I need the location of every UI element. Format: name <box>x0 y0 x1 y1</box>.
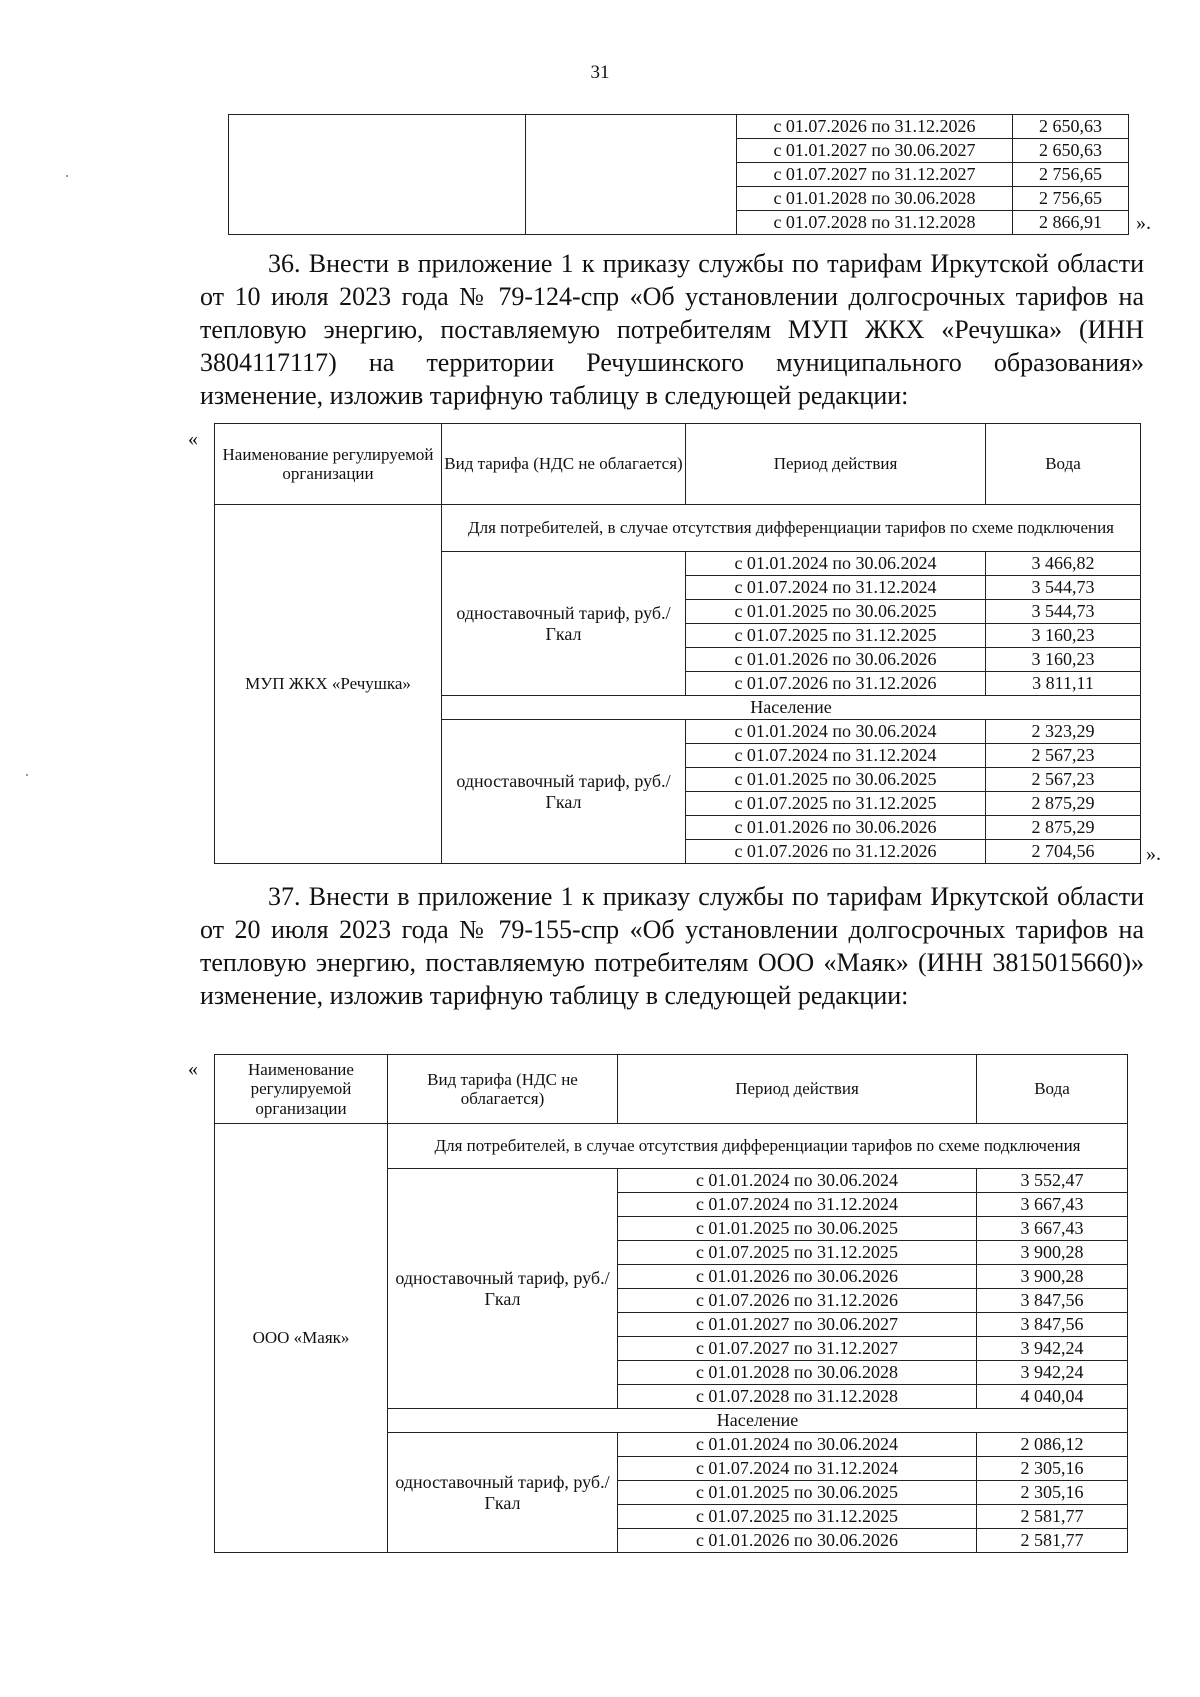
period-cell: с 01.07.2025 по 31.12.2025 <box>686 792 986 816</box>
scan-speck <box>26 774 28 776</box>
period-cell: с 01.01.2025 по 30.06.2025 <box>686 600 986 624</box>
section-general: Для потребителей, в случае отсутствия дифференциации тарифов по схеме подключения <box>442 505 1141 552</box>
value-cell: 2 704,56 <box>986 840 1141 864</box>
period-cell: с 01.01.2024 по 30.06.2024 <box>686 552 986 576</box>
paragraph-36-text: 36. Внести в приложение 1 к приказу службы по тарифам Иркутской области от 10 июля 2023 года № 79-124-спр «Об установлении долгосрочных тарифов на тепловую энергию, поставляемую потребителям МУП ЖКХ «Речушка» (ИНН 3804117117) на территории Речушинского муниципального образования» изменение, изложив тарифную таблицу в следующей редакции: <box>200 249 1144 410</box>
period-cell: с 01.01.2026 по 30.06.2026 <box>618 1265 977 1289</box>
paragraph-37 <box>200 880 1144 1012</box>
section-population: Население <box>442 696 1141 720</box>
value-cell: 2 756,65 <box>1013 187 1129 211</box>
org-name: ООО «Маяк» <box>215 1124 388 1553</box>
table-header <box>215 424 1141 505</box>
section-population: Население <box>388 1409 1128 1433</box>
page-number: 31 <box>590 62 610 83</box>
period-cell: с 01.07.2027 по 31.12.2027 <box>737 163 1013 187</box>
value-cell: 3 847,56 <box>977 1313 1128 1337</box>
value-cell: 2 567,23 <box>986 744 1141 768</box>
value-cell: 3 942,24 <box>977 1361 1128 1385</box>
period-cell: с 01.07.2026 по 31.12.2026 <box>686 672 986 696</box>
value-cell: 3 160,23 <box>986 624 1141 648</box>
value-cell: 3 900,28 <box>977 1265 1128 1289</box>
period-cell: с 01.01.2028 по 30.06.2028 <box>737 187 1013 211</box>
table-row <box>229 115 1129 139</box>
value-cell: 2 866,91 <box>1013 211 1129 235</box>
value-cell: 2 875,29 <box>986 792 1141 816</box>
period-cell: с 01.07.2028 по 31.12.2028 <box>618 1385 977 1409</box>
value-cell: 2 650,63 <box>1013 139 1129 163</box>
value-cell: 2 756,65 <box>1013 163 1129 187</box>
value-cell: 2 567,23 <box>986 768 1141 792</box>
period-cell: с 01.01.2027 по 30.06.2027 <box>618 1313 977 1337</box>
tariff-type: одноставочный тариф, руб./Гкал <box>388 1169 618 1409</box>
period-cell: с 01.07.2025 по 31.12.2025 <box>618 1505 977 1529</box>
header-water: Вода <box>986 424 1141 505</box>
period-cell: с 01.01.2024 по 30.06.2024 <box>686 720 986 744</box>
value-cell: 4 040,04 <box>977 1385 1128 1409</box>
opening-quote: « <box>188 428 198 450</box>
tariff-type: одноставочный тариф, руб./Гкал <box>442 720 686 864</box>
value-cell: 3 667,43 <box>977 1217 1128 1241</box>
period-cell: с 01.07.2025 по 31.12.2025 <box>686 624 986 648</box>
period-cell: с 01.07.2027 по 31.12.2027 <box>618 1337 977 1361</box>
period-cell: с 01.01.2028 по 30.06.2028 <box>618 1361 977 1385</box>
period-cell: с 01.07.2028 по 31.12.2028 <box>737 211 1013 235</box>
empty-tariff-cell <box>526 115 737 235</box>
value-cell: 3 900,28 <box>977 1241 1128 1265</box>
period-cell: с 01.07.2026 по 31.12.2026 <box>618 1289 977 1313</box>
period-cell: с 01.07.2025 по 31.12.2025 <box>618 1241 977 1265</box>
value-cell: 3 544,73 <box>986 600 1141 624</box>
tariff-table-mayak <box>214 1054 1128 1553</box>
period-cell: с 01.01.2027 по 30.06.2027 <box>737 139 1013 163</box>
tariff-table-continued <box>228 114 1129 235</box>
header-period: Период действия <box>686 424 986 505</box>
value-cell: 3 544,73 <box>986 576 1141 600</box>
header-period: Период действия <box>618 1055 977 1124</box>
period-cell: с 01.07.2026 по 31.12.2026 <box>737 115 1013 139</box>
org-name: МУП ЖКХ «Речушка» <box>215 505 442 864</box>
period-cell: с 01.07.2024 по 31.12.2024 <box>686 576 986 600</box>
value-cell: 3 160,23 <box>986 648 1141 672</box>
header-org: Наименование регулируемой организации <box>215 1055 388 1124</box>
header-tariff: Вид тарифа (НДС не облагается) <box>388 1055 618 1124</box>
header-water: Вода <box>977 1055 1128 1124</box>
value-cell: 2 650,63 <box>1013 115 1129 139</box>
period-cell: с 01.01.2026 по 30.06.2026 <box>686 648 986 672</box>
scan-speck <box>66 175 68 177</box>
period-cell: с 01.07.2026 по 31.12.2026 <box>686 840 986 864</box>
tariff-type: одноставочный тариф, руб./Гкал <box>388 1433 618 1553</box>
section-general: Для потребителей, в случае отсутствия дифференциации тарифов по схеме подключения <box>388 1124 1128 1169</box>
value-cell: 3 942,24 <box>977 1337 1128 1361</box>
period-cell: с 01.07.2024 по 31.12.2024 <box>618 1457 977 1481</box>
value-cell: 3 847,56 <box>977 1289 1128 1313</box>
value-cell: 2 581,77 <box>977 1529 1128 1553</box>
period-cell: с 01.07.2024 по 31.12.2024 <box>618 1193 977 1217</box>
period-cell: с 01.01.2026 по 30.06.2026 <box>618 1529 977 1553</box>
period-cell: с 01.07.2024 по 31.12.2024 <box>686 744 986 768</box>
tariff-table-rechushka <box>214 423 1141 864</box>
tariff-type: одноставочный тариф, руб./Гкал <box>442 552 686 696</box>
value-cell: 3 552,47 <box>977 1169 1128 1193</box>
period-cell: с 01.01.2026 по 30.06.2026 <box>686 816 986 840</box>
header-org: Наименование регулируемой организации <box>215 424 442 505</box>
value-cell: 2 581,77 <box>977 1505 1128 1529</box>
empty-org-cell <box>229 115 526 235</box>
value-cell: 2 323,29 <box>986 720 1141 744</box>
value-cell: 2 305,16 <box>977 1481 1128 1505</box>
value-cell: 3 667,43 <box>977 1193 1128 1217</box>
table-header <box>215 1055 1128 1124</box>
opening-quote: « <box>188 1058 198 1080</box>
value-cell: 2 875,29 <box>986 816 1141 840</box>
paragraph-37-text: 37. Внести в приложение 1 к приказу службы по тарифам Иркутской области от 20 июля 2023 года № 79-155-спр «Об установлении долгосрочных тарифов на тепловую энергию, поставляемую потребителям ООО «Маяк» (ИНН 3815015660)» изменение, изложив тарифную таблицу в следующей редакции: <box>200 882 1144 1010</box>
value-cell: 2 305,16 <box>977 1457 1128 1481</box>
value-cell: 3 811,11 <box>986 672 1141 696</box>
value-cell: 3 466,82 <box>986 552 1141 576</box>
period-cell: с 01.01.2024 по 30.06.2024 <box>618 1169 977 1193</box>
header-tariff: Вид тарифа (НДС не облагается) <box>442 424 686 505</box>
period-cell: с 01.01.2025 по 30.06.2025 <box>686 768 986 792</box>
section-row <box>215 505 1141 552</box>
section-row <box>215 1124 1128 1169</box>
paragraph-36 <box>200 247 1144 412</box>
value-cell: 2 086,12 <box>977 1433 1128 1457</box>
period-cell: с 01.01.2025 по 30.06.2025 <box>618 1217 977 1241</box>
closing-quote: ». <box>1146 843 1161 865</box>
period-cell: с 01.01.2025 по 30.06.2025 <box>618 1481 977 1505</box>
closing-quote: ». <box>1136 212 1151 234</box>
period-cell: с 01.01.2024 по 30.06.2024 <box>618 1433 977 1457</box>
